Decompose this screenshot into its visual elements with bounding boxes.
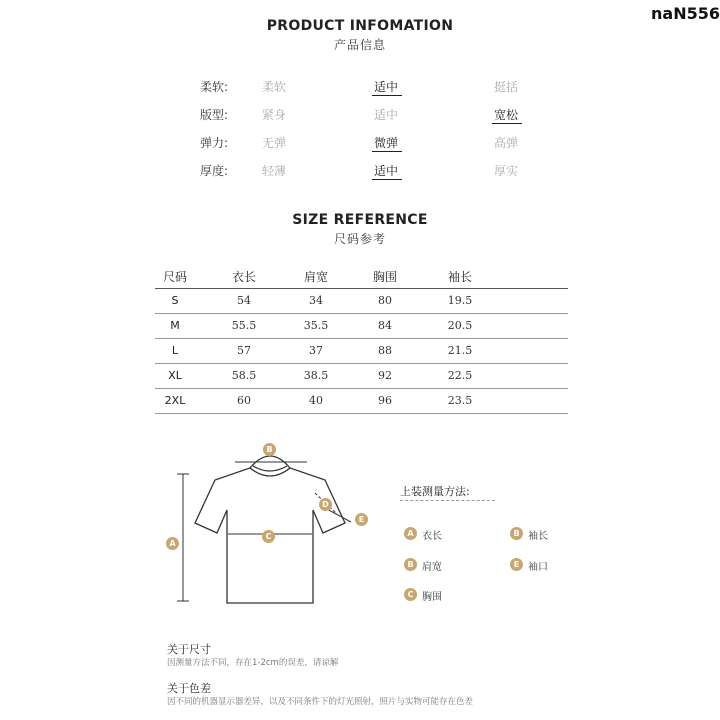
size-table-header: 尺码 bbox=[162, 270, 187, 284]
attr-selected-underline bbox=[372, 179, 402, 180]
attr-option: 挺括 bbox=[494, 80, 519, 94]
attr-option: 厚实 bbox=[494, 164, 519, 178]
size-table-row-rule bbox=[155, 338, 568, 339]
size-value-cell: 38.5 bbox=[303, 369, 329, 382]
size-value-cell: 23.5 bbox=[447, 394, 473, 407]
badge-d: D bbox=[319, 498, 332, 511]
size-table-row-rule bbox=[155, 313, 568, 314]
badge-b: B bbox=[263, 443, 276, 456]
size-label-cell: XL bbox=[168, 369, 182, 382]
size-value-cell: 40 bbox=[309, 394, 323, 407]
attr-option: 适中 bbox=[374, 108, 399, 122]
size-label-cell: L bbox=[171, 344, 179, 357]
product-info-title: PRODUCT INFOMATION bbox=[266, 18, 454, 34]
size-note-title: 关于尺寸 bbox=[167, 643, 211, 656]
legend-badge: E bbox=[510, 558, 523, 571]
attr-label: 弹力: bbox=[200, 136, 229, 150]
attr-option: 柔软 bbox=[262, 80, 287, 94]
attr-option: 无弹 bbox=[262, 136, 287, 150]
legend-label: 衣长 bbox=[422, 531, 442, 542]
size-table-row-rule bbox=[155, 363, 568, 364]
measure-title-divider bbox=[400, 500, 495, 501]
size-table-header: 衣长 bbox=[231, 270, 256, 284]
size-table-row-rule bbox=[155, 388, 568, 389]
legend-badge: C bbox=[404, 588, 417, 601]
attr-option: 轻薄 bbox=[262, 164, 287, 178]
attr-selected-underline bbox=[372, 151, 402, 152]
corner-code: naN556 bbox=[651, 4, 720, 23]
attr-option: 高弹 bbox=[494, 136, 519, 150]
attr-selected-underline bbox=[372, 95, 402, 96]
legend-badge: A bbox=[404, 527, 417, 540]
size-table-header: 胸围 bbox=[372, 270, 397, 284]
size-value-cell: 37 bbox=[309, 344, 323, 357]
attr-option-selected: 适中 bbox=[374, 80, 399, 94]
attr-option-selected: 微弹 bbox=[374, 136, 399, 150]
attr-option: 紧身 bbox=[262, 108, 287, 122]
size-value-cell: 21.5 bbox=[447, 344, 473, 357]
size-table-row-rule bbox=[155, 413, 568, 414]
size-value-cell: 88 bbox=[378, 344, 392, 357]
size-note-text: 因测量方法不同，存在1-2cm的误差，请谅解 bbox=[167, 658, 339, 668]
size-value-cell: 58.5 bbox=[231, 369, 257, 382]
color-note-title: 关于色差 bbox=[167, 682, 211, 695]
legend-label: 胸围 bbox=[422, 592, 442, 603]
size-value-cell: 80 bbox=[378, 294, 392, 307]
size-label-cell: M bbox=[170, 319, 180, 332]
size-reference-title: SIZE REFERENCE bbox=[292, 212, 428, 228]
size-table-header-rule bbox=[155, 288, 568, 289]
size-value-cell: 92 bbox=[378, 369, 392, 382]
size-value-cell: 60 bbox=[237, 394, 251, 407]
badge-a: A bbox=[166, 537, 179, 550]
size-table-header: 袖长 bbox=[447, 270, 472, 284]
size-value-cell: 55.5 bbox=[231, 319, 257, 332]
size-value-cell: 96 bbox=[378, 394, 392, 407]
legend-label: 袖长 bbox=[528, 531, 548, 542]
size-value-cell: 57 bbox=[237, 344, 251, 357]
size-value-cell: 20.5 bbox=[447, 319, 473, 332]
product-info-subtitle: 产品信息 bbox=[333, 38, 386, 52]
attr-label: 版型: bbox=[200, 108, 229, 122]
size-value-cell: 54 bbox=[237, 294, 251, 307]
attr-label: 厚度: bbox=[200, 164, 229, 178]
badge-e: E bbox=[355, 513, 368, 526]
size-value-cell: 34 bbox=[309, 294, 323, 307]
size-value-cell: 19.5 bbox=[447, 294, 473, 307]
size-value-cell: 22.5 bbox=[447, 369, 473, 382]
size-label-cell: S bbox=[171, 294, 179, 307]
size-value-cell: 35.5 bbox=[303, 319, 329, 332]
badge-c: C bbox=[262, 530, 275, 543]
attr-option-selected: 宽松 bbox=[494, 108, 519, 122]
size-reference-subtitle: 尺码参考 bbox=[333, 232, 386, 246]
attr-selected-underline bbox=[492, 123, 522, 124]
legend-badge: B bbox=[404, 558, 417, 571]
size-label-cell: 2XL bbox=[164, 394, 186, 407]
measure-title: 上装测量方法: bbox=[400, 485, 470, 498]
legend-badge: B bbox=[510, 527, 523, 540]
size-table-header: 肩宽 bbox=[303, 270, 328, 284]
attr-label: 柔软: bbox=[200, 80, 229, 94]
attr-option-selected: 适中 bbox=[374, 164, 399, 178]
legend-label: 袖口 bbox=[528, 562, 548, 573]
tshirt-diagram bbox=[155, 438, 395, 618]
legend-label: 肩宽 bbox=[422, 562, 442, 573]
size-value-cell: 84 bbox=[378, 319, 392, 332]
color-note-text: 因不同的机器显示器差异，以及不同条件下的灯光照射，照片与实物可能存在色差 bbox=[167, 697, 474, 707]
